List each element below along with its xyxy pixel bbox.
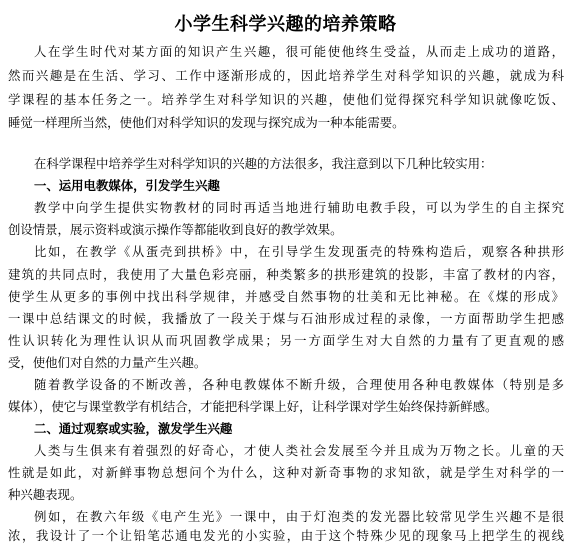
paragraph-line: 性认识转化为理性认识从而巩固教学成果；另一方面学生对大自然的力量有了更直观的感 (8, 333, 564, 348)
document-title: 小学生科学兴趣的培养策略 (174, 14, 397, 35)
paragraph-line: 种兴趣表现。 (8, 487, 83, 502)
paragraph-line: 媒体），使它与课堂教学有机结合，才能把科学课上好，让科学课对学生始终保持新鲜感。 (8, 399, 498, 414)
paragraph-line: 学课程的基本任务之一。培养学生对科学知识的兴趣，使他们觉得探究科学知识就像吃饭、 (8, 92, 564, 107)
paragraph-line: 随着教学设备的不断改善，各种电教媒体不断升级，合理使用各种电教媒体（特别是多 (34, 377, 564, 392)
paragraph-line: 一课中总结课文的时候，我播放了一段关于煤与石油形成过程的录像，一方面帮助学生把感 (8, 311, 564, 326)
paragraph-line: 使学生从更多的事例中找出科学规律，并感受自然事物的壮美和无比神秘。在《煤的形成》 (8, 289, 564, 304)
paragraph-line: 教学中向学生提供实物教材的同时再适当地进行辅助电教手段，可以为学生的自主探究 (34, 200, 564, 215)
paragraph-line: 人类与生俱来有着强烈的好奇心，才使人类社会发展至今并且成为万物之长。儿童的天 (34, 443, 564, 458)
paragraph-line: 比如，在教学《从蛋壳到拱桥》中，在引导学生发现蛋壳的特殊构造后，观察各种拱形 (34, 244, 564, 259)
paragraph-line: 性就是如此，对新鲜事物总想问个为什么，这种对新奇事物的求知欲，就是学生对科学的一 (8, 465, 564, 480)
paragraph-line: 然而兴趣是在生活、学习、工作中逐渐形成的，因此培养学生对科学知识的兴趣，就成为科 (8, 68, 564, 83)
paragraph-line: 睡觉一样理所当然，使他们对科学知识的发现与探究成为一种本能需要。 (8, 115, 405, 130)
section-heading: 一、运用电教媒体，引发学生兴趣 (34, 178, 220, 193)
paragraph-line: 例如，在教六年级《电产生光》一课中，由于灯泡类的发光器比较常见学生兴趣不是很 (34, 509, 564, 524)
section-heading: 二、通过观察或实验，激发学生兴趣 (34, 421, 233, 436)
paragraph-line: 在科学课程中培养学生对科学知识的兴趣的方法很多，我注意到以下几种比较实用： (34, 156, 493, 171)
paragraph-line: 人在学生时代对某方面的知识产生兴趣，很可能使他终生受益，从而走上成功的道路， (34, 44, 564, 59)
paragraph-line: 创设情景，展示资料或演示操作等都能收到良好的教学效果。 (8, 222, 343, 237)
paragraph-line: 受，使他们对自然的力量产生兴趣。 (8, 355, 207, 370)
paragraph-line: 浓，我设计了一个让铅笔芯通电发光的小实验，由于这个特殊少见的现象马上把学生的视线 (8, 528, 564, 543)
paragraph-line: 建筑的共同点时，我使用了大量色彩亮丽，种类繁多的拱形建筑的投影，丰富了教材的内容， (8, 267, 564, 282)
